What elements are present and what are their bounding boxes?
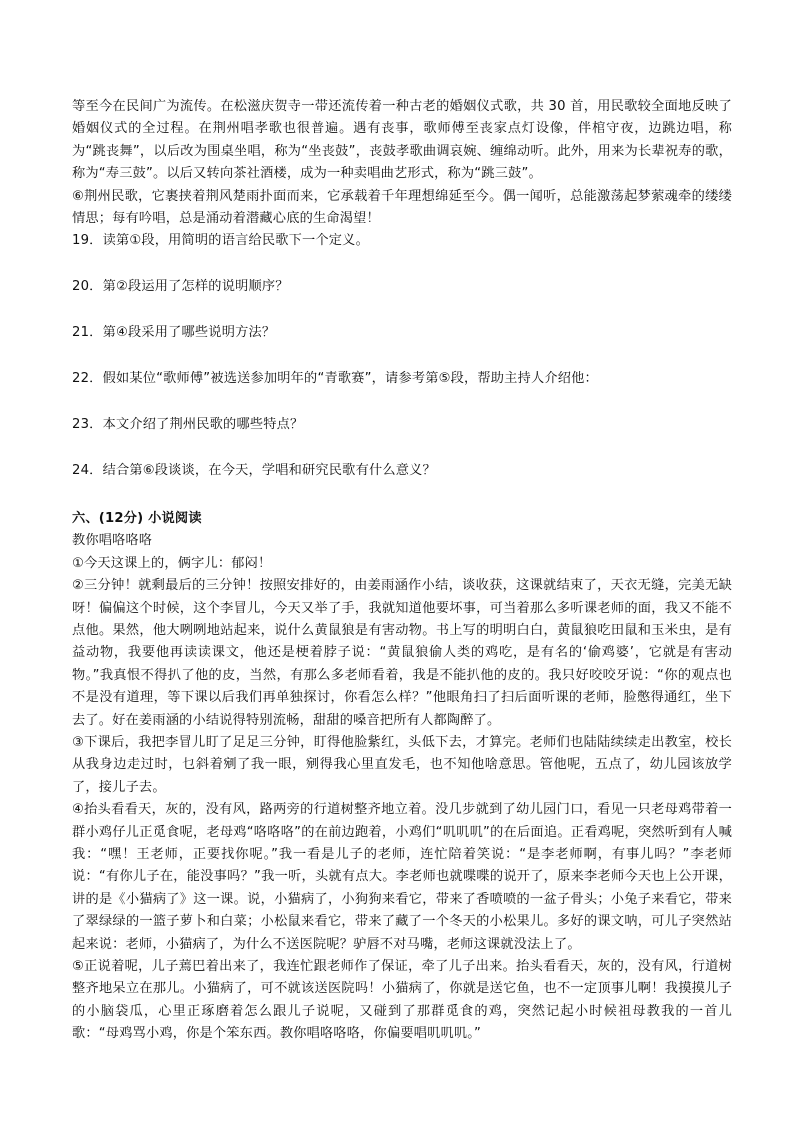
answer-space <box>72 436 732 460</box>
question-21: 21．第④段采用了哪些说明方法？ <box>72 325 276 341</box>
story-paragraph: ⑤正说着呢，儿子蔫巴着出来了，我连忙跟老师作了保证，牵了儿子出来。抬头看看天，灰的，没有风，行道树整齐地呆立在那儿。小猫病了，可不就该送医院吗！小猫病了，你就是送它鱼，也不一定顶事儿啊！我摸摸儿子的小脑袋瓜，心里正琢磨着怎么跟儿子说呢，又碰到了那群觅食的鸡，突然记起小时候祖母教我的一首儿歌：“母鸡骂小鸡，你是个笨东西。教你唱咯咯咯，你偏要唱叽叽叽。” <box>72 959 732 1042</box>
section-title: 六、(12分) 小说阅读 <box>72 510 202 526</box>
story-paragraph: ②三分钟！就剩最后的三分钟！按照安排好的，由姜雨涵作小结，谈收获，这课就结束了，天衣无缝，完美无缺呀！偏偏这个时候，这个李冒儿，今天又举了手，我就知道他要坏事，可当着那么多听课老师的面，我又不能不点他。果然，他大咧咧地站起来，说什么黄鼠狼是有害动物。书上写的明明白白，黄鼠狼吃田鼠和玉米虫，是有益动物，我要他再读读课文，他还是梗着脖子说：“黄鼠狼偷人类的鸡吃，是有名的‘偷鸡婆’，它就是有害动物。”我真恨不得扒了他的皮，当然，有那么多老师看着，我是不能扒他的皮的。我只好咬咬牙说：“你的观点也不是没有道理，等下课以后我们再单独探讨，你看怎么样？”他眼角扫了扫后面听课的老师，脸憋得通红，坐下去了。好在姜雨涵的小结说得特别流畅，甜甜的嗓音把所有人都陶醉了。 <box>72 578 732 728</box>
question-19: 19．读第①段，用简明的语言给民歌下一个定义。 <box>72 233 369 249</box>
answer-space <box>72 253 732 277</box>
text-paragraph: ⑥荆州民歌，它裹挟着荆风楚雨扑面而来，它承载着千年理想绵延至今。偶一闻听，总能激荡起梦萦魂牵的缕缕情思；每有吟唱，总是涌动着潜藏心底的生命渴望！ <box>72 188 732 227</box>
story-paragraph: ④抬头看看天，灰的，没有风，路两旁的行道树整齐地立着。没几步就到了幼儿园门口，看见一只老母鸡带着一群小鸡仔儿正觅食呢，老母鸡“咯咯咯”的在前边跑着，小鸡们“叽叽叽”的在后面追。正看鸡呢，突然听到有人喊我：“嘿！王老师，正要找你呢。”我一看是儿子的老师，连忙陪着笑说：“是李老师啊，有事儿吗？”李老师说：“有你儿子在，能没事吗？”我一听，头就有点大。李老师也就喋喋的说开了，原来李老师今天也上公开课，讲的是《小猫病了》这一课。说，小猫病了，小狗狗来看它，带来了香喷喷的一盆子骨头；小兔子来看它，带来了翠绿绿的一篮子萝卜和白菜；小松鼠来看它，带来了藏了一个冬天的小松果儿。多好的课文呐，可儿子突然站起来说：老师，小猫病了，为什么不送医院呢？驴唇不对马嘴，老师这课就没法上了。 <box>72 802 732 952</box>
document-page <box>72 96 732 1046</box>
answer-space <box>72 345 732 369</box>
answer-space <box>72 299 732 323</box>
question-20: 20．第②段运用了怎样的说明顺序？ <box>72 279 289 295</box>
question-24: 24．结合第⑥段谈谈，在今天，学唱和研究民歌有什么意义？ <box>72 462 436 478</box>
story-paragraph: ①今天这课上的，俩字儿：郁闷！ <box>72 555 272 571</box>
answer-space <box>72 391 732 415</box>
story-title: 教你唱咯咯咯 <box>72 533 153 549</box>
question-22: 22．假如某位“歌师傅”被选送参加明年的“青歌赛”，请参考第⑤段，帮助主持人介绍他： <box>72 371 598 387</box>
answer-space <box>72 482 732 506</box>
text-paragraph: 等至今在民间广为流传。在松滋庆贺寺一带还流传着一种古老的婚姻仪式歌，共 30 首，用民歌较全面地反映了婚姻仪式的全过程。在荆州唱孝歌也很普遍。遇有丧事，歌师傅至丧家点灯设像，伴棺守夜，边跳边唱，称为“跳丧舞”，以后改为围桌坐唱，称为“坐丧鼓”，丧鼓孝歌曲调哀婉、缠绵动听。此外，用来为长辈祝寿的歌，称为“寿三鼓”。以后又转向茶社酒楼，成为一种卖唱曲艺形式，称为“跳三鼓”。 <box>72 99 732 182</box>
question-23: 23．本文介绍了荆州民歌的哪些特点？ <box>72 417 304 433</box>
story-paragraph: ③下课后，我把李冒儿盯了足足三分钟，盯得他脸紫红，头低下去，才算完。老师们也陆陆续续走出教室，校长从我身边走过时，乜斜着剜了我一眼，剜得我心里直发毛，也不知他啥意思。管他呢，五点了，幼儿园该放学了，接儿子去。 <box>72 734 732 795</box>
